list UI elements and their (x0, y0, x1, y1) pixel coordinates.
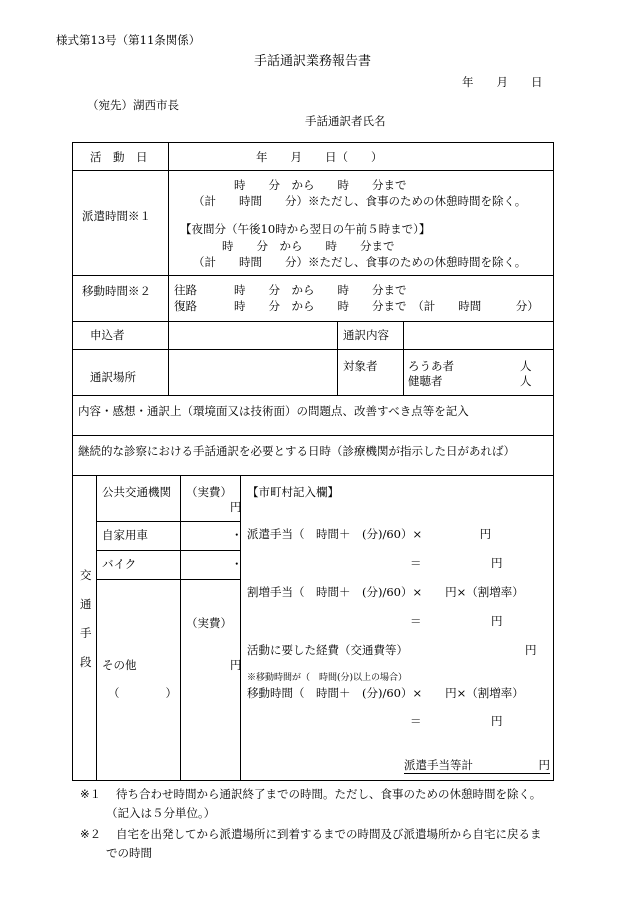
other-actual: （実費） (186, 616, 232, 630)
public-transport-actual: （実費） (186, 485, 232, 499)
notes-instructions: 内容・感想・通訳上（環境面又は技術面）の問題点、改善すべき点等を記入 (78, 404, 469, 418)
venue-label: 通訳場所 (90, 370, 136, 384)
expenses-label: 活動に要した経費（交通費等） (247, 643, 408, 657)
public-transport-label: 公共交通機関 (102, 485, 171, 499)
row-line (72, 321, 554, 322)
transport-side-label-3: 手 (80, 626, 92, 640)
hearing-unit: 人 (520, 374, 532, 388)
return-time: 時 分 から 時 分まで （計 時間 分） (234, 299, 539, 313)
row-line (72, 395, 554, 396)
col-line (403, 321, 404, 395)
surcharge-equals: ＝ (410, 614, 422, 628)
table-border-right (553, 142, 554, 780)
applicant-label: 申込者 (90, 328, 125, 342)
deaf-label: ろうあ者 (408, 359, 454, 373)
transport-side-label-4: 段 (80, 655, 92, 669)
row-line (72, 142, 554, 143)
footnote-2-line-1: 自宅を出発してから派遣場所に到着するまでの時間及び派遣場所から自宅に戻るま (116, 827, 542, 841)
dispatch-time-label: 派遣時間※１ (82, 209, 151, 223)
row-line (96, 579, 240, 580)
own-car-label: 自家用車 (102, 528, 148, 542)
addressee: （宛先）湖西市長 (87, 98, 179, 112)
row-line (72, 275, 554, 276)
continuation-instructions: 継続的な診察における手話通訳を必要とする日時（診療機関が指示した日があれば） (78, 444, 515, 458)
row-line (72, 349, 554, 350)
form-number: 様式第13号（第11条関係） (56, 33, 201, 47)
target-person-label: 対象者 (343, 359, 378, 373)
table-border-left (72, 142, 73, 780)
transport-side-label-2: 通 (80, 597, 92, 611)
travel-time-note: ※移動時間が（ 時間(分)以上の場合） (247, 673, 408, 683)
col-line (240, 475, 241, 780)
other-label: その他 (102, 658, 137, 672)
page-title: 手話通訳業務報告書 (254, 54, 372, 69)
footnote-2-mark: ※２ (80, 827, 102, 841)
travel-time-yen: 円 (491, 714, 503, 728)
travel-time-label: 移動時間※２ (82, 284, 151, 298)
night-section-label: 【夜間分（午後10時から翌日の午前５時まで）】 (180, 222, 431, 236)
surcharge-formula: 割増手当（ 時間＋ (分)/60）× 円×（割増率） (247, 585, 524, 599)
outbound-label: 往路 (174, 283, 197, 297)
other-yen: 円 (230, 658, 242, 672)
row-line (72, 435, 554, 436)
row-line (72, 475, 554, 476)
own-car-dot: ・ (231, 528, 243, 542)
surcharge-yen: 円 (491, 614, 503, 628)
col-line (168, 142, 169, 395)
dispatch-total-line (404, 758, 550, 774)
row-line (96, 521, 240, 522)
activity-date-label: 活 動 日 (90, 150, 148, 164)
footnote-1-mark: ※１ (80, 787, 102, 801)
expenses-yen: 円 (525, 643, 537, 657)
night-time-range: 時 分 から 時 分まで (222, 239, 395, 253)
deaf-unit: 人 (520, 359, 532, 373)
dispatch-total-label: 派遣手当等計 (404, 758, 473, 772)
footnote-1-line-2: （記入は５分単位。） (106, 806, 216, 820)
interpreter-name-label: 手話通訳者氏名 (305, 114, 386, 128)
footnote-2-line-2: での時間 (106, 846, 152, 860)
dispatch-time-total: （計 時間 分）※ただし、食事のための休憩時間を除く。 (193, 194, 527, 208)
return-label: 復路 (174, 299, 197, 313)
interpretation-content-label: 通訳内容 (343, 328, 389, 342)
footnote-1-line-1: 待ち合わせ時間から通訳終了までの時間。ただし、食事のための休憩時間を除く。 (116, 787, 542, 801)
dispatch-time-range: 時 分 から 時 分まで (234, 178, 407, 192)
dispatch-allowance-equals: ＝ (410, 556, 422, 570)
bike-dot: ・ (231, 557, 243, 571)
row-line (72, 780, 554, 781)
transport-side-label-1: 交 (80, 568, 92, 582)
row-line (96, 550, 240, 551)
hearing-label: 健聴者 (408, 374, 443, 388)
dispatch-allowance-formula: 派遣手当（ 時間＋ (分)/60）× 円 (247, 527, 492, 541)
outbound-time: 時 分 から 時 分まで (234, 283, 407, 297)
dispatch-total-yen: 円 (538, 758, 550, 772)
night-time-total: （計 時間 分）※ただし、食事のための休憩時間を除く。 (193, 255, 527, 269)
travel-time-formula: 移動時間（ 時間＋ (分)/60）× 円×（割増率） (247, 686, 524, 700)
bike-label: バイク (102, 557, 137, 571)
col-line (337, 321, 338, 395)
activity-date-value: 年 月 日（ ） (256, 150, 383, 164)
other-paren: （ ） (108, 686, 177, 700)
public-transport-yen: 円 (230, 500, 242, 514)
dispatch-allowance-yen: 円 (491, 556, 503, 570)
report-date-line: 年 月 日 (462, 75, 543, 89)
city-entry-heading: 【市町村記入欄】 (247, 485, 339, 499)
row-line (72, 170, 554, 171)
travel-time-equals: ＝ (410, 714, 422, 728)
